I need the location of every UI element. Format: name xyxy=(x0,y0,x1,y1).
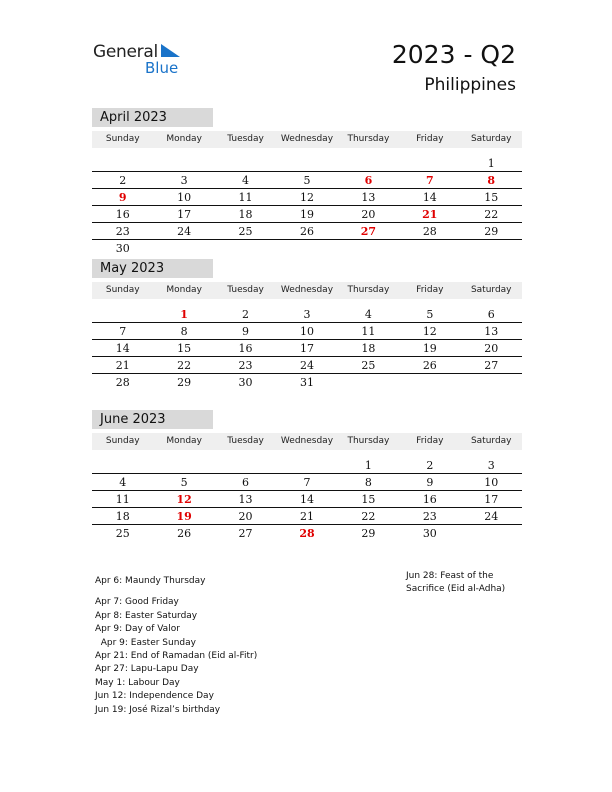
day-cell: 27 xyxy=(484,359,499,372)
week-row xyxy=(92,189,522,206)
day-cell: 13 xyxy=(238,493,253,506)
logo-text-blue: Blue xyxy=(145,59,179,77)
country-name: Philippines xyxy=(424,75,516,95)
day-cell: 6 xyxy=(242,476,250,489)
day-cell xyxy=(215,457,276,473)
holiday-note: Apr 7: Good Friday xyxy=(95,597,179,608)
day-cell: 21 xyxy=(299,510,314,523)
day-cell: 10 xyxy=(177,191,192,204)
day-cell xyxy=(92,457,153,473)
day-cell: 8 xyxy=(180,325,188,338)
month-calendar xyxy=(92,259,522,391)
day-cell: 14 xyxy=(299,493,314,506)
day-cell: 17 xyxy=(177,208,192,221)
day-cell: 9 xyxy=(242,325,250,338)
day-cell: 8 xyxy=(364,476,372,489)
day-cell: 15 xyxy=(484,191,499,204)
day-cell: 10 xyxy=(299,325,314,338)
weekday-label: Wednesday xyxy=(280,134,334,144)
day-cell: 1 xyxy=(180,308,188,321)
day-cell: 23 xyxy=(238,359,253,372)
day-cell: 26 xyxy=(422,359,437,372)
day-cell: 22 xyxy=(484,208,499,221)
day-cell: 3 xyxy=(180,174,188,187)
week-row xyxy=(92,491,522,508)
month-calendar xyxy=(92,108,522,257)
day-cell: 19 xyxy=(299,208,314,221)
weekday-header xyxy=(92,433,522,450)
month-title: May 2023 xyxy=(92,259,213,278)
day-cell: 21 xyxy=(115,359,130,372)
weekday-label: Friday xyxy=(416,285,444,295)
day-cell: 22 xyxy=(177,359,192,372)
week-row xyxy=(92,172,522,189)
page-title: 2023 - Q2 xyxy=(391,40,516,69)
day-cell: 3 xyxy=(487,459,495,472)
day-cell: 15 xyxy=(361,493,376,506)
day-cell: 30 xyxy=(422,527,437,540)
day-cell: 29 xyxy=(177,376,192,389)
day-cell: 7 xyxy=(425,174,434,187)
week-row xyxy=(92,340,522,357)
day-cell: 4 xyxy=(119,476,127,489)
day-cell: 27 xyxy=(360,225,377,238)
day-cell: 11 xyxy=(115,493,130,506)
day-cell: 14 xyxy=(115,342,130,355)
week-row xyxy=(92,508,522,525)
logo-triangle-icon xyxy=(161,44,181,58)
day-cell: 5 xyxy=(426,308,434,321)
day-cell: 25 xyxy=(238,225,253,238)
day-cell: 22 xyxy=(361,510,376,523)
week-row xyxy=(92,525,522,542)
day-cell: 20 xyxy=(484,342,499,355)
logo xyxy=(93,42,193,78)
weekday-label: Sunday xyxy=(105,285,140,295)
day-cell: 23 xyxy=(115,225,130,238)
weekday-label: Saturday xyxy=(470,436,512,446)
day-cell: 24 xyxy=(299,359,314,372)
day-cell: 11 xyxy=(238,191,253,204)
day-cell: 17 xyxy=(299,342,314,355)
day-cell: 20 xyxy=(238,510,253,523)
week-row xyxy=(92,357,522,374)
day-cell xyxy=(153,155,214,171)
day-cell: 6 xyxy=(364,174,373,187)
day-cell: 24 xyxy=(177,225,192,238)
day-cell: 19 xyxy=(422,342,437,355)
holiday-note: Apr 8: Easter Saturday xyxy=(95,610,198,621)
week-row xyxy=(92,223,522,240)
day-cell: 9 xyxy=(426,476,434,489)
weekday-label: Saturday xyxy=(470,285,512,295)
day-cell xyxy=(92,155,153,171)
day-cell: 8 xyxy=(487,174,496,187)
weekday-label: Thursday xyxy=(347,134,390,144)
weekday-label: Tuesday xyxy=(227,134,264,144)
day-cell: 11 xyxy=(361,325,376,338)
day-cell: 25 xyxy=(115,527,130,540)
day-cell: 26 xyxy=(299,225,314,238)
day-cell xyxy=(399,155,460,171)
day-cell: 2 xyxy=(119,174,127,187)
day-cell: 28 xyxy=(422,225,437,238)
holiday-note: Apr 9: Day of Valor xyxy=(95,624,180,635)
day-cell: 23 xyxy=(422,510,437,523)
day-cell: 18 xyxy=(361,342,376,355)
day-cell: 30 xyxy=(115,242,130,255)
weekday-label: Wednesday xyxy=(280,285,334,295)
day-cell: 10 xyxy=(484,476,499,489)
day-cell xyxy=(92,306,153,322)
day-cell xyxy=(338,240,399,257)
day-cell xyxy=(461,374,522,391)
day-cell: 7 xyxy=(303,476,311,489)
holiday-note: Apr 27: Lapu-Lapu Day xyxy=(95,664,199,675)
month-calendar xyxy=(92,410,522,542)
week-row xyxy=(92,155,522,172)
day-cell: 28 xyxy=(299,527,315,540)
day-cell: 4 xyxy=(242,174,250,187)
day-cell: 12 xyxy=(176,493,192,506)
week-row xyxy=(92,206,522,223)
day-cell: 18 xyxy=(115,510,130,523)
day-cell: 5 xyxy=(180,476,188,489)
day-cell: 4 xyxy=(364,308,372,321)
day-cell xyxy=(338,374,399,391)
day-cell: 7 xyxy=(119,325,127,338)
weekday-label: Sunday xyxy=(105,436,140,446)
holiday-list xyxy=(95,575,257,717)
day-cell: 13 xyxy=(484,325,499,338)
day-cell: 24 xyxy=(484,510,499,523)
day-cell xyxy=(276,240,337,257)
holiday-note: Apr 6: Maundy Thursday xyxy=(95,576,206,586)
day-cell xyxy=(153,240,214,257)
day-cell: 1 xyxy=(487,157,495,170)
day-cell: 17 xyxy=(484,493,499,506)
day-cell: 2 xyxy=(426,459,434,472)
weekday-header xyxy=(92,131,522,148)
week-row xyxy=(92,457,522,474)
weekday-label: Monday xyxy=(166,285,202,295)
day-cell xyxy=(276,155,337,171)
weekday-label: Monday xyxy=(166,436,202,446)
weekday-label: Monday xyxy=(166,134,202,144)
day-cell: 9 xyxy=(118,191,127,204)
weekday-label: Saturday xyxy=(470,134,512,144)
day-cell: 2 xyxy=(242,308,250,321)
day-cell xyxy=(215,155,276,171)
holiday-note: Apr 21: End of Ramadan (Eid al-Fitr) xyxy=(95,650,258,661)
day-cell: 19 xyxy=(176,510,192,523)
day-cell xyxy=(461,240,522,257)
day-cell: 20 xyxy=(361,208,376,221)
weekday-header xyxy=(92,282,522,299)
day-cell xyxy=(399,374,460,391)
day-cell: 28 xyxy=(115,376,130,389)
holiday-note: Jun 12: Independence Day xyxy=(95,691,214,702)
weekday-label: Tuesday xyxy=(227,436,264,446)
day-cell: 15 xyxy=(177,342,192,355)
day-cell: 25 xyxy=(361,359,376,372)
weekday-label: Tuesday xyxy=(227,285,264,295)
day-cell xyxy=(276,457,337,473)
day-cell: 6 xyxy=(487,308,495,321)
weekday-label: Thursday xyxy=(347,285,390,295)
week-row xyxy=(92,374,522,391)
day-cell: 1 xyxy=(364,459,372,472)
day-cell: 16 xyxy=(422,493,437,506)
day-cell: 21 xyxy=(422,208,438,221)
day-cell: 14 xyxy=(422,191,437,204)
month-title: June 2023 xyxy=(92,410,213,429)
holiday-note: Apr 9: Easter Sunday xyxy=(95,637,196,648)
holiday-note: May 1: Labour Day xyxy=(95,677,180,688)
day-cell: 5 xyxy=(303,174,311,187)
day-cell: 12 xyxy=(422,325,437,338)
day-cell: 16 xyxy=(115,208,130,221)
day-cell xyxy=(153,457,214,473)
day-cell: 27 xyxy=(238,527,253,540)
day-cell xyxy=(399,240,460,257)
weekday-label: Thursday xyxy=(347,436,390,446)
weekday-label: Wednesday xyxy=(280,436,334,446)
day-cell: 26 xyxy=(177,527,192,540)
weekday-label: Friday xyxy=(416,134,444,144)
weekday-label: Sunday xyxy=(105,134,140,144)
day-cell: 13 xyxy=(361,191,376,204)
day-cell: 16 xyxy=(238,342,253,355)
weekday-label: Friday xyxy=(416,436,444,446)
day-cell xyxy=(461,525,522,542)
week-row xyxy=(92,306,522,323)
holiday-list-right: Jun 28: Feast of the Sacrifice (Eid al-Adha) xyxy=(406,571,506,594)
month-title: April 2023 xyxy=(92,108,213,127)
day-cell xyxy=(215,240,276,257)
logo-text-general: General xyxy=(93,42,158,62)
week-row xyxy=(92,240,522,257)
day-cell: 30 xyxy=(238,376,253,389)
day-cell: 29 xyxy=(361,527,376,540)
week-row xyxy=(92,474,522,491)
week-row xyxy=(92,323,522,340)
day-cell: 3 xyxy=(303,308,311,321)
day-cell: 12 xyxy=(299,191,314,204)
day-cell xyxy=(338,155,399,171)
day-cell: 18 xyxy=(238,208,253,221)
holiday-note: Jun 19: José Rizal’s birthday xyxy=(95,704,221,715)
day-cell: 31 xyxy=(299,376,314,389)
day-cell: 29 xyxy=(484,225,499,238)
